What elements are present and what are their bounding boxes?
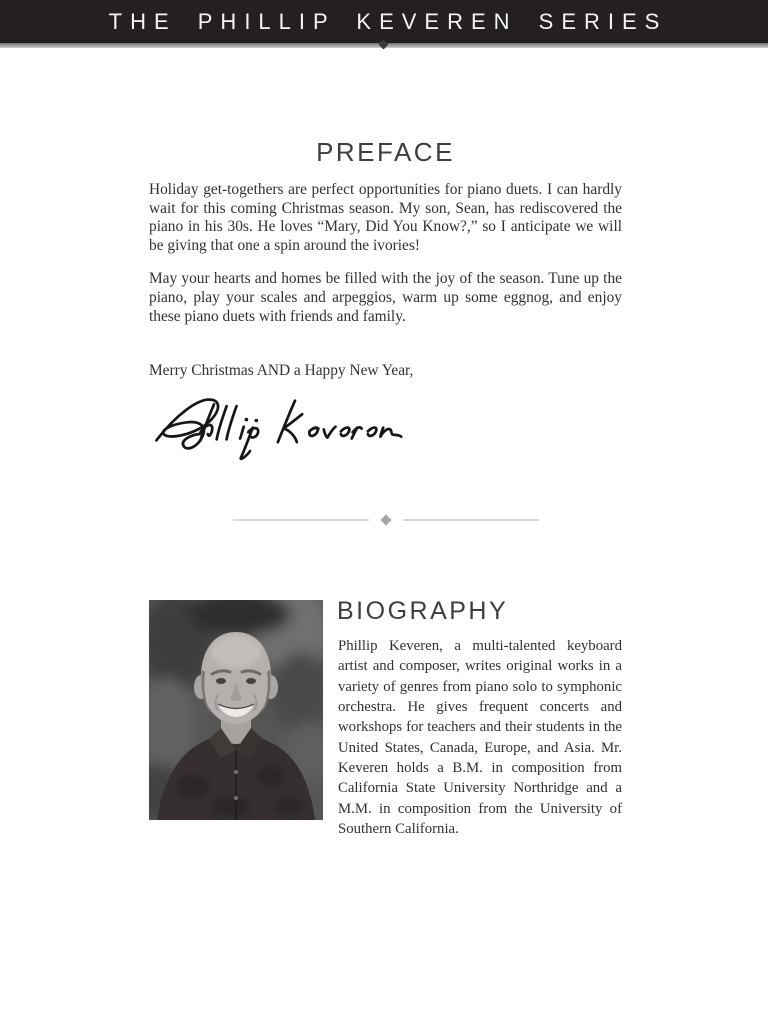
biography-heading: BIOGRAPHY: [337, 597, 509, 626]
signature-image: [151, 389, 403, 461]
divider-line-left: [233, 519, 369, 521]
biography-text: Phillip Keveren, a multi-talented keyboard artist and composer, writes original works in a variety of genres from piano solo to symphonic orchestra. He gives frequent concerts and workshops for teachers and their students in the United States, Canada, Europe, and Asia. Mr. Keveren holds a B.M. in composition from California State University Northridge and a M.M. in composition from the University of Southern California.: [338, 638, 622, 837]
preface-paragraph-2: May your hearts and homes be filled with the joy of the season. Tune up the piano, play your scales and arpeggios, warm up some eggnog, and enjoy these piano duets with friends and family.: [149, 270, 622, 325]
divider-line-right: [403, 519, 539, 521]
section-divider: [149, 516, 622, 524]
biography-text-column: [337, 597, 622, 839]
preface-section: [149, 137, 622, 461]
divider-diamond-icon: [380, 514, 391, 525]
page-content: [0, 137, 768, 839]
header-rule: [0, 43, 768, 48]
phillip-keveren-photo: [149, 600, 323, 820]
preface-heading: PREFACE: [316, 137, 455, 167]
biography-section: [149, 597, 622, 839]
series-header-bar: [0, 0, 768, 43]
preface-closing: Merry Christmas AND a Happy New Year,: [149, 362, 414, 380]
series-title: THE PHILLIP KEVEREN SERIES: [108, 8, 668, 34]
portrait-image: [149, 600, 323, 820]
preface-paragraph-1: Holiday get-togethers are perfect opportunities for piano duets. I can hardly wait for this coming Christmas season. My son, Sean, has rediscovered the piano in his 30s. He loves “Mary, Did You Know?,” so I anticipate we will be giving that one a spin around the ivories!: [149, 181, 622, 254]
phillip-keveren-signature: [151, 389, 403, 461]
